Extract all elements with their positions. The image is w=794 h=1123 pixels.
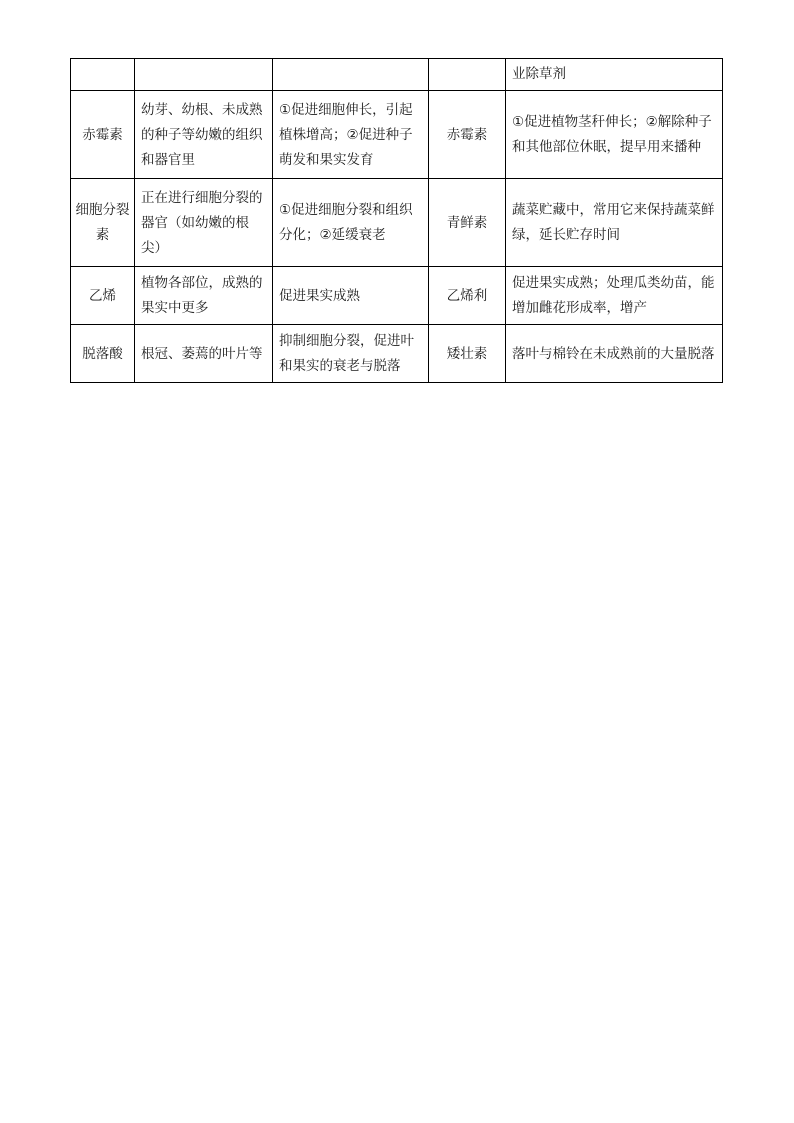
- hormone-cell: 赤霉素: [71, 91, 135, 179]
- function-cell: 抑制细胞分裂，促进叶和果实的衰老与脱落: [273, 325, 429, 383]
- hormone-cell: 细胞分裂素: [71, 179, 135, 267]
- function-cell: ①促进细胞分裂和组织分化；②延缓衰老: [273, 179, 429, 267]
- application-cell: 落叶与棉铃在未成熟前的大量脱落: [506, 325, 723, 383]
- application-cell: 业除草剂: [506, 59, 723, 91]
- analog-cell: [429, 59, 506, 91]
- analog-cell: 乙烯利: [429, 267, 506, 325]
- site-cell: 根冠、萎蔫的叶片等: [135, 325, 273, 383]
- function-cell: [273, 59, 429, 91]
- table-row: [71, 179, 723, 267]
- application-cell: 促进果实成熟；处理瓜类幼苗，能增加雌花形成率，增产: [506, 267, 723, 325]
- analog-cell: 青鲜素: [429, 179, 506, 267]
- application-cell: ①促进植物茎秆伸长；②解除种子和其他部位休眠，提早用来播种: [506, 91, 723, 179]
- plant-hormone-table: [70, 58, 723, 383]
- analog-cell: 矮壮素: [429, 325, 506, 383]
- analog-cell: 赤霉素: [429, 91, 506, 179]
- document-page: [70, 58, 722, 383]
- table-row: [71, 325, 723, 383]
- hormone-cell: 乙烯: [71, 267, 135, 325]
- function-cell: ①促进细胞伸长，引起植株增高；②促进种子萌发和果实发育: [273, 91, 429, 179]
- hormone-cell: 脱落酸: [71, 325, 135, 383]
- table-row: [71, 91, 723, 179]
- site-cell: 幼芽、幼根、未成熟的种子等幼嫩的组织和器官里: [135, 91, 273, 179]
- application-cell: 蔬菜贮藏中，常用它来保持蔬菜鲜绿，延长贮存时间: [506, 179, 723, 267]
- site-cell: [135, 59, 273, 91]
- table-row: [71, 267, 723, 325]
- site-cell: 植物各部位，成熟的果实中更多: [135, 267, 273, 325]
- table-row: [71, 59, 723, 91]
- site-cell: 正在进行细胞分裂的器官（如幼嫩的根尖）: [135, 179, 273, 267]
- hormone-cell: [71, 59, 135, 91]
- function-cell: 促进果实成熟: [273, 267, 429, 325]
